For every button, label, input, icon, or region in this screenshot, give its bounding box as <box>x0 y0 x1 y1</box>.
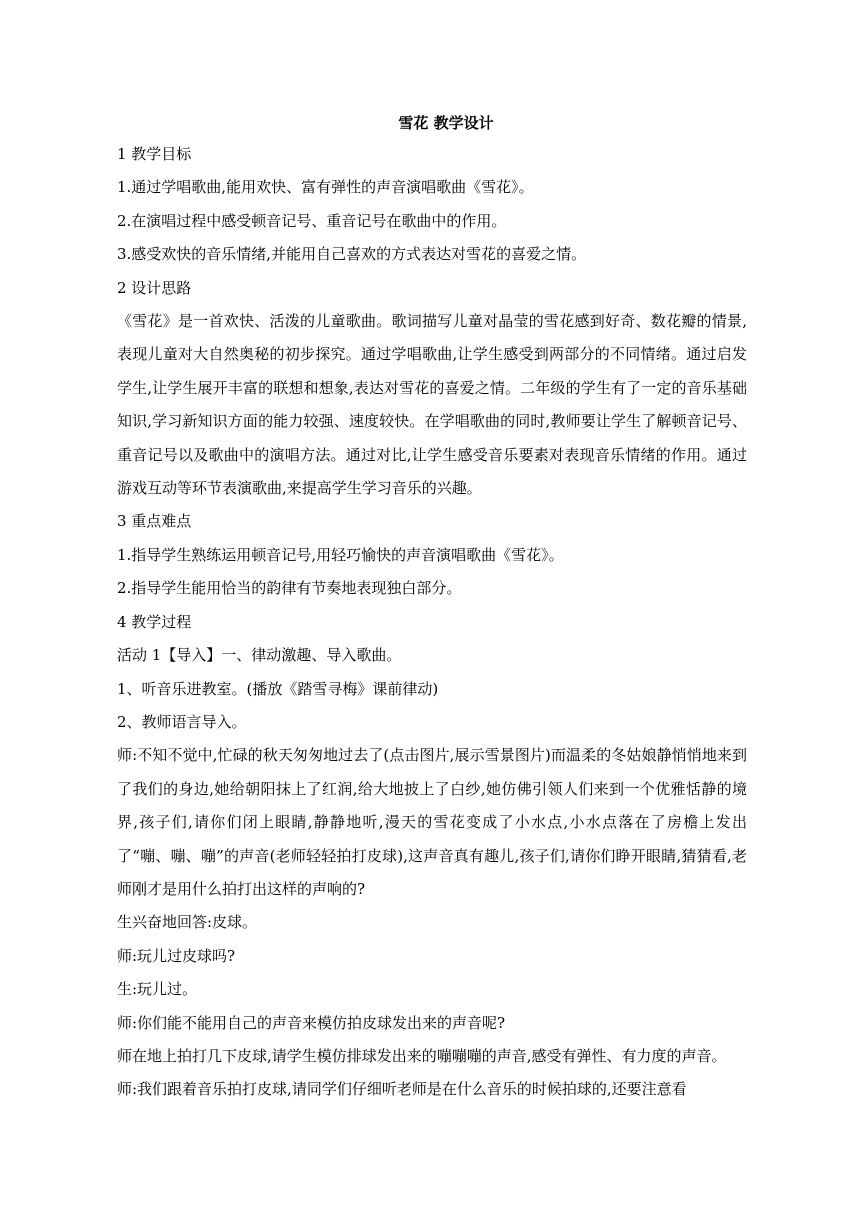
key-point-item: 2.指导学生能用恰当的韵律有节奏地表现独白部分。 <box>117 579 462 598</box>
dialogue-line: 师:玩儿过皮球吗? <box>117 946 236 965</box>
activity-title: 活动 1【导入】一、律动激趣、导入歌曲。 <box>117 646 402 665</box>
dialogue-line: 师在地上拍打几下皮球,请学生模仿排球发出来的嘣嘣嘣的声音,感受有弹性、有力度的声音。 <box>117 1046 727 1065</box>
objective-item: 2.在演唱过程中感受顿音记号、重音记号在歌曲中的作用。 <box>117 211 507 230</box>
dialogue-line: 生:玩儿过。 <box>117 980 198 999</box>
design-body: 《雪花》是一首欢快、活泼的儿童歌曲。歌词描写儿童对晶莹的雪花感到好奇、数花瓣的情景,表现儿童对大自然奥秘的初步探究。通过学唱歌曲,让学生感受到两部分的不同情绪。通过启发学生,让学生展开丰富的联想和想象,表达对雪花的喜爱之情。二年级的学生有了一定的音乐基础知识,学习新知识方面的能力较强、速度较快。在学唱歌曲的同时,教师要让学生了解顿音记号、重音记号以及歌曲中的演唱方法。通过对比,让学生感受音乐要素对表现音乐情绪的作用。通过游戏互动等环节表演歌曲,来提高学生学习音乐的兴趣。 <box>117 312 747 498</box>
teacher-intro: 师:不知不觉中,忙碌的秋天匆匆地过去了(点击图片,展示雪景图片)而温柔的冬姑娘静悄悄地来到了我们的身边,她给朝阳抹上了红润,给大地披上了白纱,她仿佛引领人们来到一个优雅恬静的境界,孩子们,请你们闭上眼睛,静静地听,漫天的雪花变成了小水点,小水点落在了房檐上发出了“嘣、嘣、嘣”的声音(老师轻轻拍打皮球),这声音真有趣儿,孩子们,请你们睁开眼睛,猜猜看,老师刚才是用什么拍打出这样的声响的? <box>117 746 747 898</box>
section-heading-key-points: 3 重点难点 <box>117 512 192 531</box>
dialogue-line: 生兴奋地回答:皮球。 <box>117 913 258 932</box>
document-title: 雪花 教学设计 <box>398 114 494 132</box>
dialogue-line: 师:我们跟着音乐拍打皮球,请同学们仔细听老师是在什么音乐的时候拍球的,还要注意看 <box>117 1080 687 1099</box>
section-heading-design: 2 设计思路 <box>117 278 192 297</box>
objective-item: 1.通过学唱歌曲,能用欢快、富有弹性的声音演唱歌曲《雪花》。 <box>117 178 534 197</box>
process-step: 1、听音乐进教室。(播放《踏雪寻梅》课前律动) <box>117 679 439 698</box>
document-page <box>117 108 747 1107</box>
key-point-item: 1.指导学生熟练运用顿音记号,用轻巧愉快的声音演唱歌曲《雪花》。 <box>117 545 564 564</box>
objective-item: 3.感受欢快的音乐情绪,并能用自己喜欢的方式表达对雪花的喜爱之情。 <box>117 245 587 264</box>
dialogue-line: 师:你们能不能用自己的声音来模仿拍皮球发出来的声音呢? <box>117 1013 506 1032</box>
process-step: 2、教师语言导入。 <box>117 712 247 731</box>
section-heading-process: 4 教学过程 <box>117 612 192 631</box>
section-heading-objectives: 1 教学目标 <box>117 145 192 163</box>
